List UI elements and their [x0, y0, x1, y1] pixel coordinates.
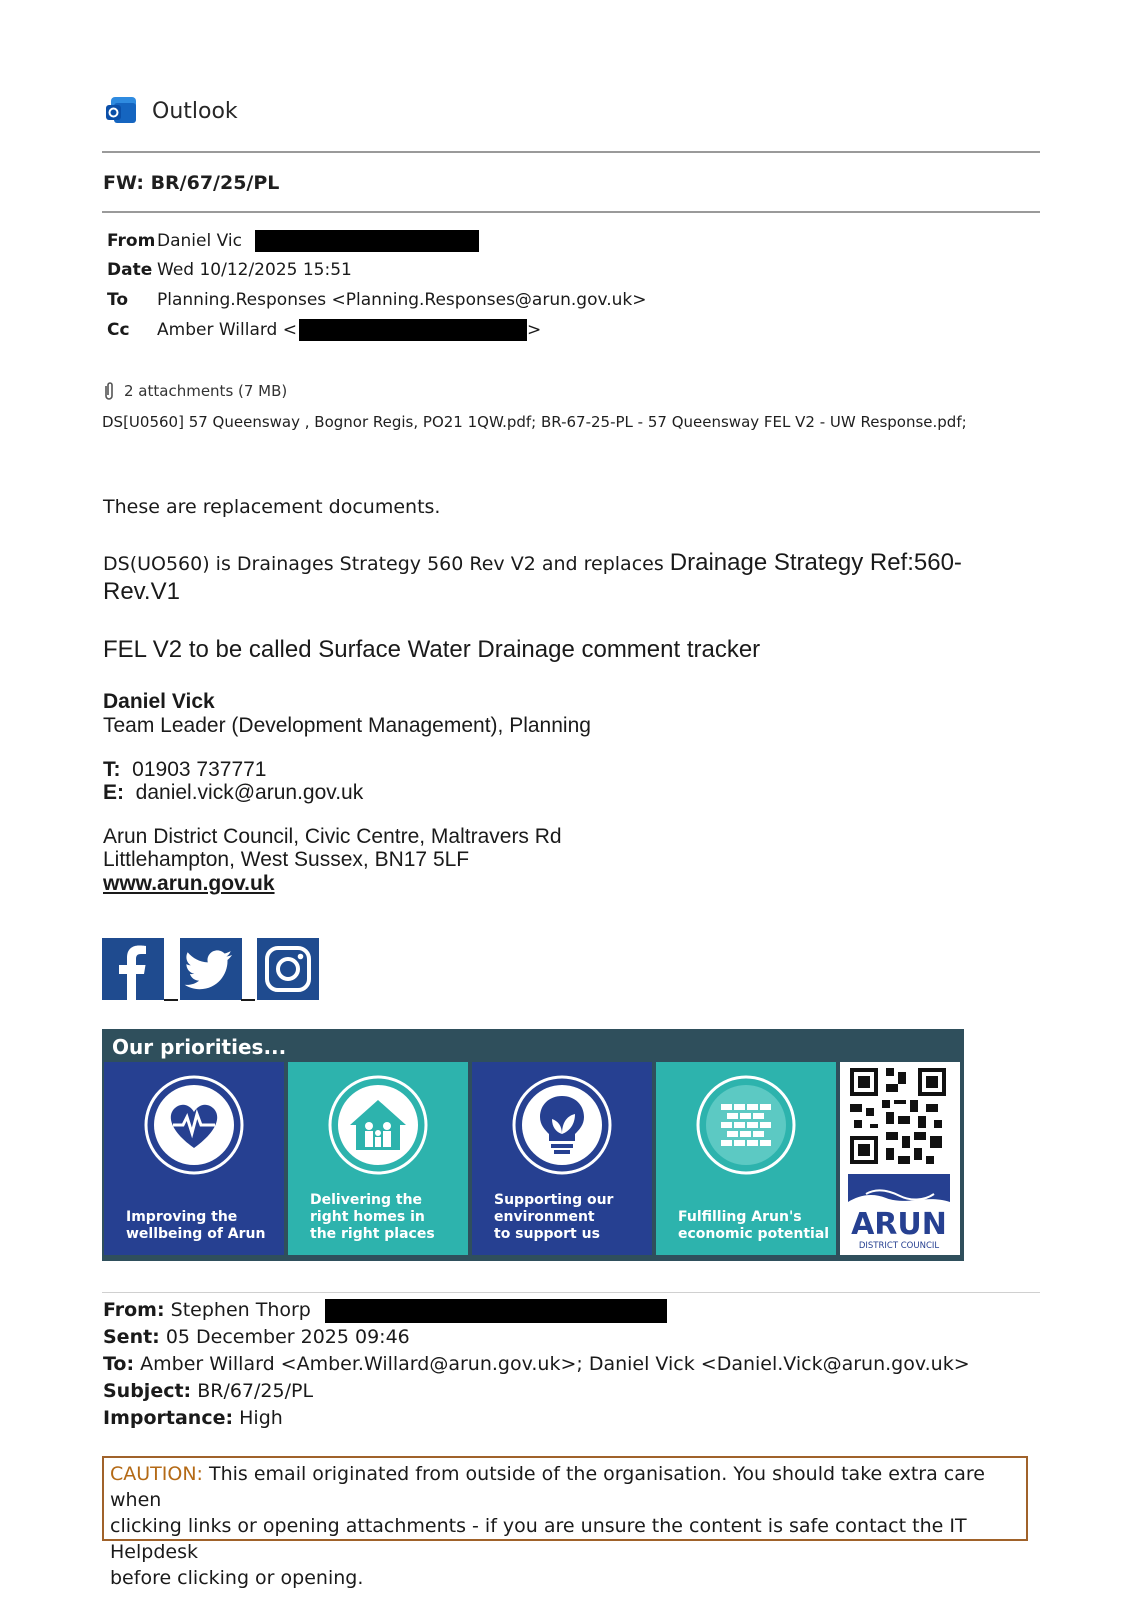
body-line [103, 549, 962, 577]
fwd-to-label: To: [103, 1353, 135, 1375]
qr-code-icon[interactable] [850, 1068, 946, 1164]
arun-logo-icon [846, 1172, 952, 1252]
caption-line: the right places [310, 1226, 435, 1242]
house-family-icon [323, 1070, 433, 1180]
caption-line: economic potential [678, 1226, 830, 1242]
signature-address: Arun District Council, Civic Centre, Maltravers Rd [103, 825, 562, 848]
body-text-part: DS(UO560) is Drainages Strategy 560 Rev V2 and replaces [103, 553, 670, 575]
app-header [104, 94, 238, 128]
cc-name[interactable]: Amber Willard < [157, 320, 297, 340]
email-label: E: [103, 781, 124, 804]
paperclip-icon [102, 381, 116, 401]
tile-caption [126, 1209, 265, 1243]
priority-tile-homes [288, 1062, 468, 1255]
caution-label: CAUTION: [110, 1463, 203, 1485]
to-row [107, 288, 646, 312]
divider [102, 151, 1040, 153]
from-name: Daniel Vic [157, 231, 242, 251]
email-value[interactable]: daniel.vick@arun.gov.uk [135, 781, 364, 804]
fwd-subject-label: Subject: [103, 1380, 192, 1402]
attachments-summary[interactable] [102, 381, 287, 401]
redaction-bar [299, 319, 527, 341]
logo-tile [840, 1062, 960, 1255]
website-link[interactable]: www.arun.gov.uk [103, 872, 275, 895]
caption-line: to support us [494, 1226, 600, 1242]
instagram-icon[interactable] [257, 938, 319, 1000]
forwarded-subject [103, 1378, 313, 1404]
to-label: To [107, 290, 129, 310]
fwd-subject-value: BR/67/25/PL [197, 1380, 314, 1402]
divider [102, 1292, 1040, 1293]
tel-value: 01903 737771 [132, 758, 267, 781]
tile-caption [494, 1192, 613, 1243]
signature-address: Littlehampton, West Sussex, BN17 5LF [103, 848, 470, 871]
caption-line: Improving the [126, 1209, 238, 1225]
caption-line: Supporting our [494, 1192, 614, 1208]
heart-pulse-icon [139, 1070, 249, 1180]
priority-tile-environment [472, 1062, 652, 1255]
caption-line: wellbeing of Arun [126, 1226, 266, 1242]
attachments-count: 2 attachments (7 MB) [124, 382, 288, 400]
from-label: From [107, 231, 156, 251]
caution-line [110, 1461, 1020, 1513]
signature-tel [103, 758, 266, 782]
fwd-sent-label: Sent: [103, 1326, 160, 1348]
priority-tile-wellbeing [104, 1062, 284, 1255]
signature-role: Team Leader (Development Management), Planning [103, 714, 591, 737]
tile-caption [310, 1192, 435, 1243]
tile-caption [678, 1209, 829, 1243]
cc-label: Cc [107, 320, 130, 340]
app-name: Outlook [152, 98, 238, 124]
signature-name [103, 690, 215, 714]
caption-line: environment [494, 1209, 595, 1225]
to-value[interactable]: Planning.Responses <Planning.Responses@arun.gov.uk> [157, 290, 647, 310]
fwd-importance-label: Importance: [103, 1407, 234, 1429]
divider [102, 211, 1040, 213]
attachment-files[interactable]: DS[U0560] 57 Queensway , Bognor Regis, PO21 1QW.pdf; BR-67-25-PL - 57 Queensway FEL V2 - UW Response.pdf; [102, 413, 967, 431]
cc-row [107, 318, 541, 342]
date-label: Date [107, 260, 153, 280]
brick-wall-icon [691, 1070, 801, 1180]
priority-tile-economy [656, 1062, 836, 1255]
lightbulb-leaf-icon [507, 1070, 617, 1180]
priorities-title: Our priorities... [112, 1035, 287, 1059]
separator-underline [164, 999, 178, 1001]
fwd-sent-value: 05 December 2025 09:46 [165, 1326, 410, 1348]
caption-line: Fulfilling Arun's [678, 1209, 802, 1225]
signature-email [103, 781, 363, 805]
body-line: Rev.V1 [103, 578, 180, 605]
tel-label: T: [103, 758, 121, 781]
website-link-row [103, 872, 275, 896]
logo-text: ARUN [851, 1207, 947, 1242]
date-value: Wed 10/12/2025 15:51 [157, 260, 352, 280]
logo-subtext: DISTRICT COUNCIL [858, 1241, 940, 1251]
facebook-icon[interactable] [102, 938, 164, 1000]
caution-text: This email originated from outside of the organisation. You should take extra care when [110, 1463, 985, 1511]
from-row [107, 229, 479, 253]
forwarded-importance [103, 1405, 283, 1431]
twitter-icon[interactable] [180, 938, 242, 1000]
fwd-from-label: From: [103, 1299, 165, 1321]
signature-name-text: Daniel Vick [103, 690, 215, 713]
body-text-part: Drainage Strategy Ref:560- [669, 549, 962, 576]
redaction-bar [325, 1299, 667, 1323]
cc-tail: > [526, 320, 542, 340]
separator-underline [241, 999, 255, 1001]
caution-line: before clicking or opening. [110, 1567, 364, 1589]
outlook-icon [104, 94, 138, 128]
priorities-banner [102, 1029, 964, 1261]
forwarded-to [103, 1351, 970, 1377]
fwd-to-value[interactable]: Amber Willard <Amber.Willard@arun.gov.uk>; Daniel Vick <Daniel.Vick@arun.gov.uk> [140, 1353, 970, 1375]
caption-line: right homes in [310, 1209, 425, 1225]
caution-banner [102, 1456, 1028, 1589]
body-line: These are replacement documents. [103, 496, 441, 518]
redaction-bar [255, 230, 479, 252]
caption-line: Delivering the [310, 1192, 423, 1208]
fwd-importance-value: High [239, 1407, 283, 1429]
forwarded-sent [103, 1324, 410, 1350]
forwarded-from [103, 1297, 667, 1323]
caution-line: clicking links or opening attachments - if you are unsure the content is safe contact the IT Helpdesk [110, 1515, 967, 1563]
body-line: FEL V2 to be called Surface Water Drainage comment tracker [103, 636, 761, 663]
date-row [107, 258, 352, 282]
email-subject: FW: BR/67/25/PL [103, 172, 280, 194]
fwd-from-name: Stephen Thorp [170, 1299, 311, 1321]
